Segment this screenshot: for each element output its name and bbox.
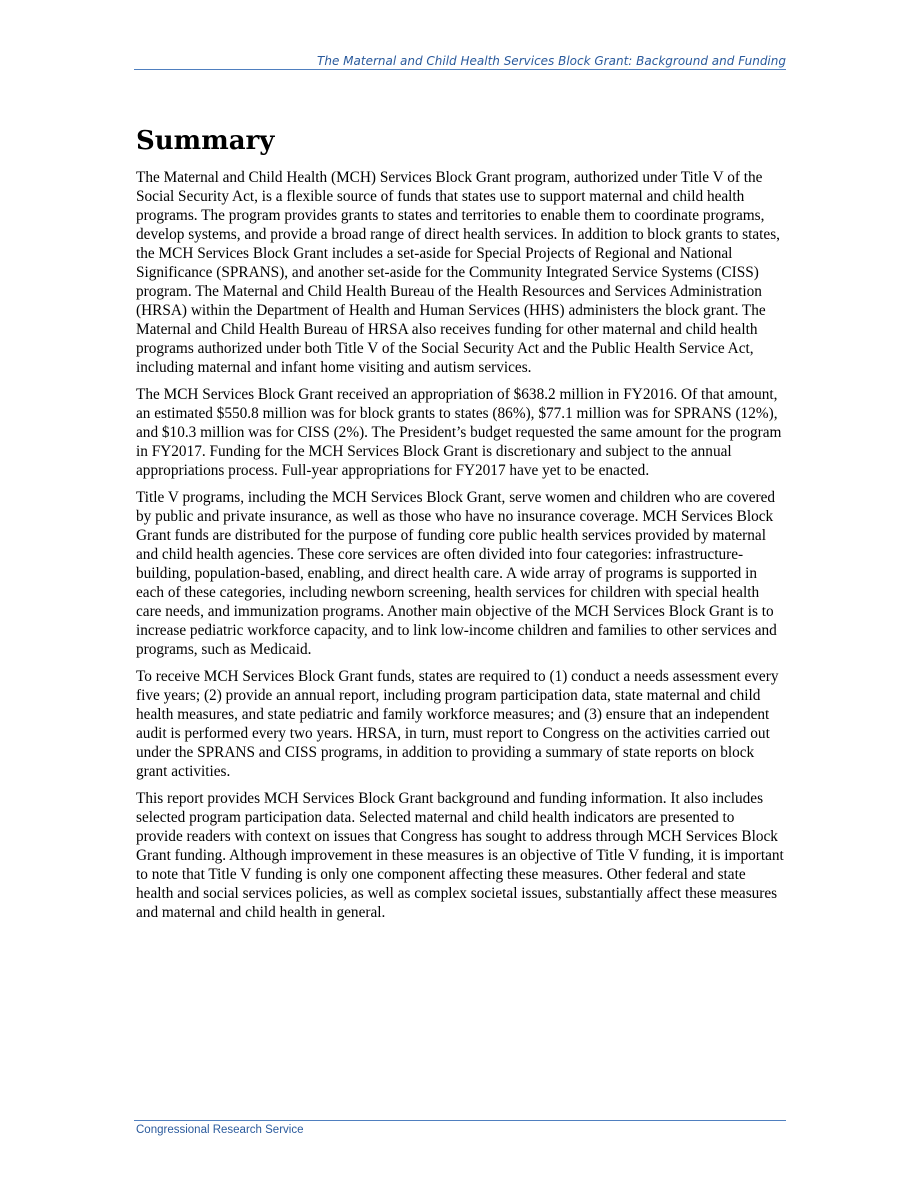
summary-paragraph-5: This report provides MCH Services Block Grant background and funding information. It also includes selected program participation data. Selected maternal and child health indicators are presented to provide readers with context on issues that Congress has sought to address through MCH Services Block Grant funding. Although improvement in these measures is an objective of Title V funding, it is important to note that Title V funding is only one component affecting these measures. Other federal and state health and social services policies, as well as complex societal issues, substantially affect these measures and maternal and child health in general.	[136, 790, 784, 921]
summary-paragraph-2: The MCH Services Block Grant received an appropriation of $638.2 million in FY2016. Of that amount, an estimated $550.8 million was for block grants to states (86%), $77.1 million was for SPRANS (12%), and $10.3 million was for CISS (2%). The President’s budget requested the same amount for the program in FY2017. Funding for the MCH Services Block Grant is discretionary and subject to the annual appropriations process. Full-year appropriations for FY2017 have yet to be enacted.	[136, 386, 782, 479]
summary-paragraph-4: To receive MCH Services Block Grant funds, states are required to (1) conduct a needs assessment every five years; (2) provide an annual report, including program participation data, state maternal and child health measures, and state pediatric and family workforce measures; and (3) ensure that an independent audit is performed every two years. HRSA, in turn, must report to Congress on the activities carried out under the SPRANS and CISS programs, in addition to providing a summary of state reports on block grant activities.	[136, 668, 779, 780]
summary-paragraph-3: Title V programs, including the MCH Services Block Grant, serve women and children who are covered by public and private insurance, as well as those who have no insurance coverage. MCH Services Block Grant funds are distributed for the purpose of funding core public health services provided by maternal and child health agencies. These core services are often divided into four categories: infrastructure-building, population-based, enabling, and direct health care. A wide array of programs is supported in each of these categories, including newborn screening, health services for children with special health care needs, and immunization programs. Another main objective of the MCH Services Block Grant is to increase pediatric workforce capacity, and to link low-income children and families to other services and programs, such as Medicaid.	[136, 489, 777, 658]
footer-divider	[134, 1120, 786, 1121]
summary-body	[136, 168, 784, 930]
header-divider	[134, 69, 786, 70]
running-header-title: The Maternal and Child Health Services Block Grant: Background and Funding	[317, 54, 786, 68]
footer-organization: Congressional Research Service	[136, 1124, 304, 1136]
summary-paragraph-1: The Maternal and Child Health (MCH) Services Block Grant program, authorized under Title V of the Social Security Act, is a flexible source of funds that states use to support maternal and child health programs. The program provides grants to states and territories to enable them to coordinate programs, develop systems, and provide a broad range of direct health services. In addition to block grants to states, the MCH Services Block Grant includes a set-aside for Special Projects of Regional and National Significance (SPRANS), and another set-aside for the Community Integrated Service Systems (CISS) program. The Maternal and Child Health Bureau of the Health Resources and Services Administration (HRSA) within the Department of Health and Human Services (HHS) administers the block grant. The Maternal and Child Health Bureau of HRSA also receives funding for other maternal and child health programs authorized under both Title V of the Social Security Act and the Public Health Service Act, including maternal and infant home visiting and autism services.	[136, 169, 780, 376]
section-heading: Summary	[136, 126, 275, 156]
